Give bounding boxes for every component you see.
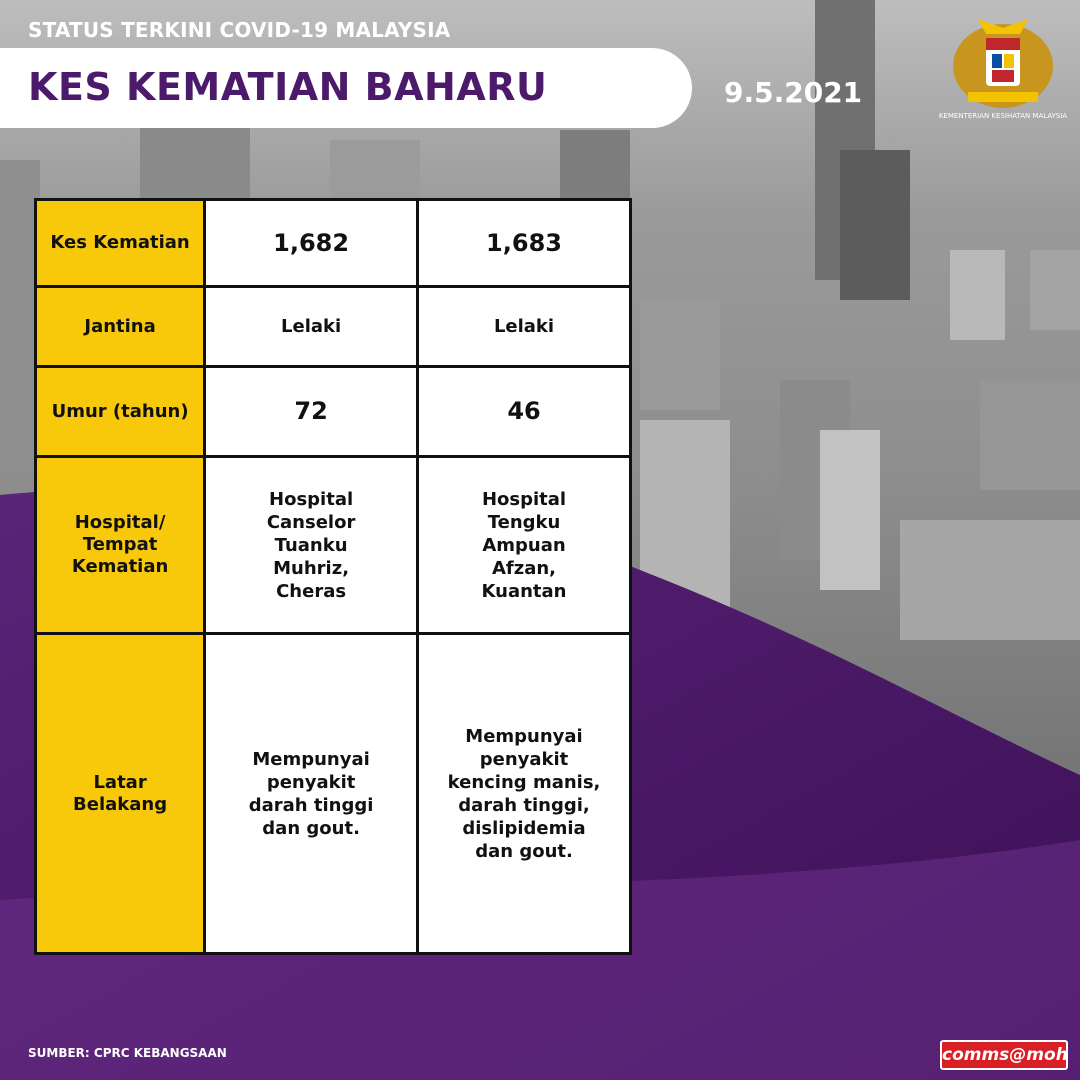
brand-badge: comms@moh: [940, 1040, 1068, 1070]
text-line: darah tinggi: [248, 794, 374, 816]
source-note: SUMBER: CPRC KEBANGSAAN: [28, 1046, 227, 1060]
text-line: Cheras: [276, 580, 347, 602]
text-line: dan gout.: [262, 817, 360, 839]
case-number: 1,682: [205, 200, 418, 287]
text-line: darah tinggi,: [458, 794, 590, 816]
age-value: 72: [205, 367, 418, 457]
label-line: Hospital/: [74, 512, 166, 533]
text-line: Ampuan: [482, 534, 566, 556]
text-line: Hospital: [481, 488, 567, 510]
text-line: dislipidemia: [462, 817, 586, 839]
table-row: [36, 287, 631, 367]
table-row: [36, 367, 631, 457]
label-line: Belakang: [73, 793, 168, 815]
row-label: [36, 457, 205, 634]
hospital-value: [205, 457, 418, 634]
text-line: kencing manis,: [447, 771, 601, 793]
text-line: penyakit: [266, 771, 356, 793]
text-line: penyakit: [479, 748, 569, 770]
gender-value: Lelaki: [205, 287, 418, 367]
row-label: Umur (tahun): [36, 367, 205, 457]
page-title: KES KEMATIAN BAHARU: [28, 65, 548, 109]
header-topline: STATUS TERKINI COVID-19 MALAYSIA: [28, 18, 451, 42]
crest-caption: KEMENTERIAN KESIHATAN MALAYSIA: [938, 112, 1068, 120]
text-line: dan gout.: [475, 840, 573, 862]
text-line: Tengku: [487, 511, 561, 533]
gender-value: Lelaki: [418, 287, 631, 367]
text-line: Mempunyai: [465, 725, 583, 747]
text-line: Afzan,: [491, 557, 557, 579]
text-line: Muhriz,: [273, 557, 350, 579]
table-row: [36, 200, 631, 287]
row-label: [36, 634, 205, 954]
text-line: Canselor: [266, 511, 356, 533]
background-value: [418, 634, 631, 954]
label-line: Tempat: [82, 534, 158, 555]
table-row: [36, 457, 631, 634]
coat-of-arms-icon: [948, 14, 1058, 114]
text-line: Kuantan: [481, 580, 567, 602]
label-line: Kematian: [71, 556, 169, 577]
text-line: Tuanku: [274, 534, 348, 556]
case-number: 1,683: [418, 200, 631, 287]
row-label: Kes Kematian: [36, 200, 205, 287]
text-line: Mempunyai: [252, 748, 370, 770]
text-line: Hospital: [269, 488, 354, 510]
row-label: Jantina: [36, 287, 205, 367]
death-cases-table: [34, 198, 632, 955]
label-line: Latar: [93, 771, 147, 793]
table-row: [36, 634, 631, 954]
background-value: [205, 634, 418, 954]
date-label: 9.5.2021: [724, 76, 863, 109]
hospital-value: [418, 457, 631, 634]
age-value: 46: [418, 367, 631, 457]
